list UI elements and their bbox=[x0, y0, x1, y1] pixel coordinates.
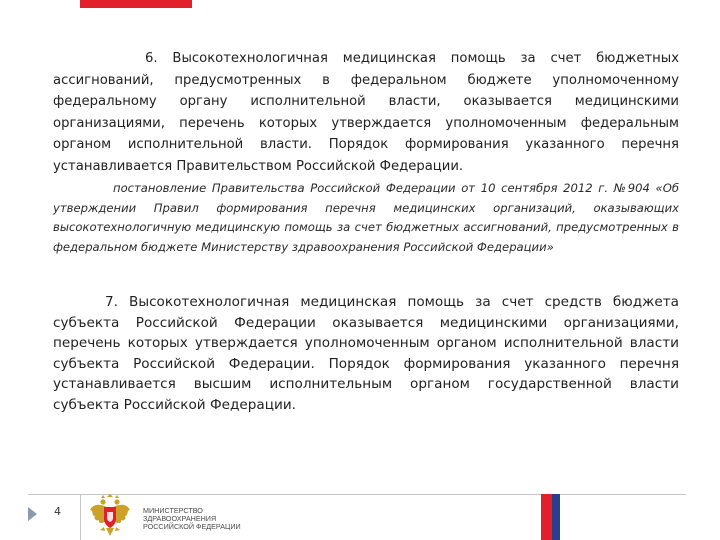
paragraph-6-note: постановление Правительства Российской Федерации от 10 сентября 2012 г. №904 «Об утверждении Правил формирования перечня медицинских организаций, оказывающих высокотехнологичную медицинскую помощь за счет бюджетных ассигнований, предусмотренных в федеральном бюджете Министерству здравоохранения Российской Федерации» bbox=[53, 181, 679, 254]
double-headed-eagle-icon bbox=[88, 494, 132, 540]
ministry-line-3: РОССИЙСКОЙ ФЕДЕРАЦИИ bbox=[143, 522, 241, 532]
top-accent-bar bbox=[80, 0, 192, 8]
page-number: 4 bbox=[54, 505, 61, 518]
footer-vertical-divider bbox=[80, 494, 81, 540]
paragraph-7: 7. Высокотехнологичная медицинская помощь за счет средств бюджета субъекта Российской Федерации оказывается медицинскими организациями, перечень которых утверждается уполномоченным органом исполнительной власти субъекта Российской Федерации. Порядок формирования указанного перечня устанавливается высшим исполнительным органом государственной власти субъекта Российской Федерации. bbox=[53, 294, 679, 413]
footer-red-stripe bbox=[541, 494, 552, 540]
ministry-line-1: МИНИСТЕРСТВО bbox=[143, 506, 203, 515]
ministry-logo-text bbox=[143, 507, 241, 532]
footer-blue-stripe bbox=[552, 494, 560, 540]
paragraph-6: 6. Высокотехнологичная медицинская помощь за счет бюджетных ассигнований, предусмотренных в федеральном бюджете уполномоченному федеральному органу исполнительной власти, оказывается медицинскими организациями, перечень которых утверждается уполномоченным федеральным органом исполнительной власти. Порядок формирования указанного перечня устанавливается Правительством Российской Федерации. bbox=[53, 51, 679, 174]
ministry-line-2: ЗДРАВООХРАНЕНИЯ bbox=[143, 514, 217, 524]
slide-arrow-icon bbox=[28, 507, 37, 521]
